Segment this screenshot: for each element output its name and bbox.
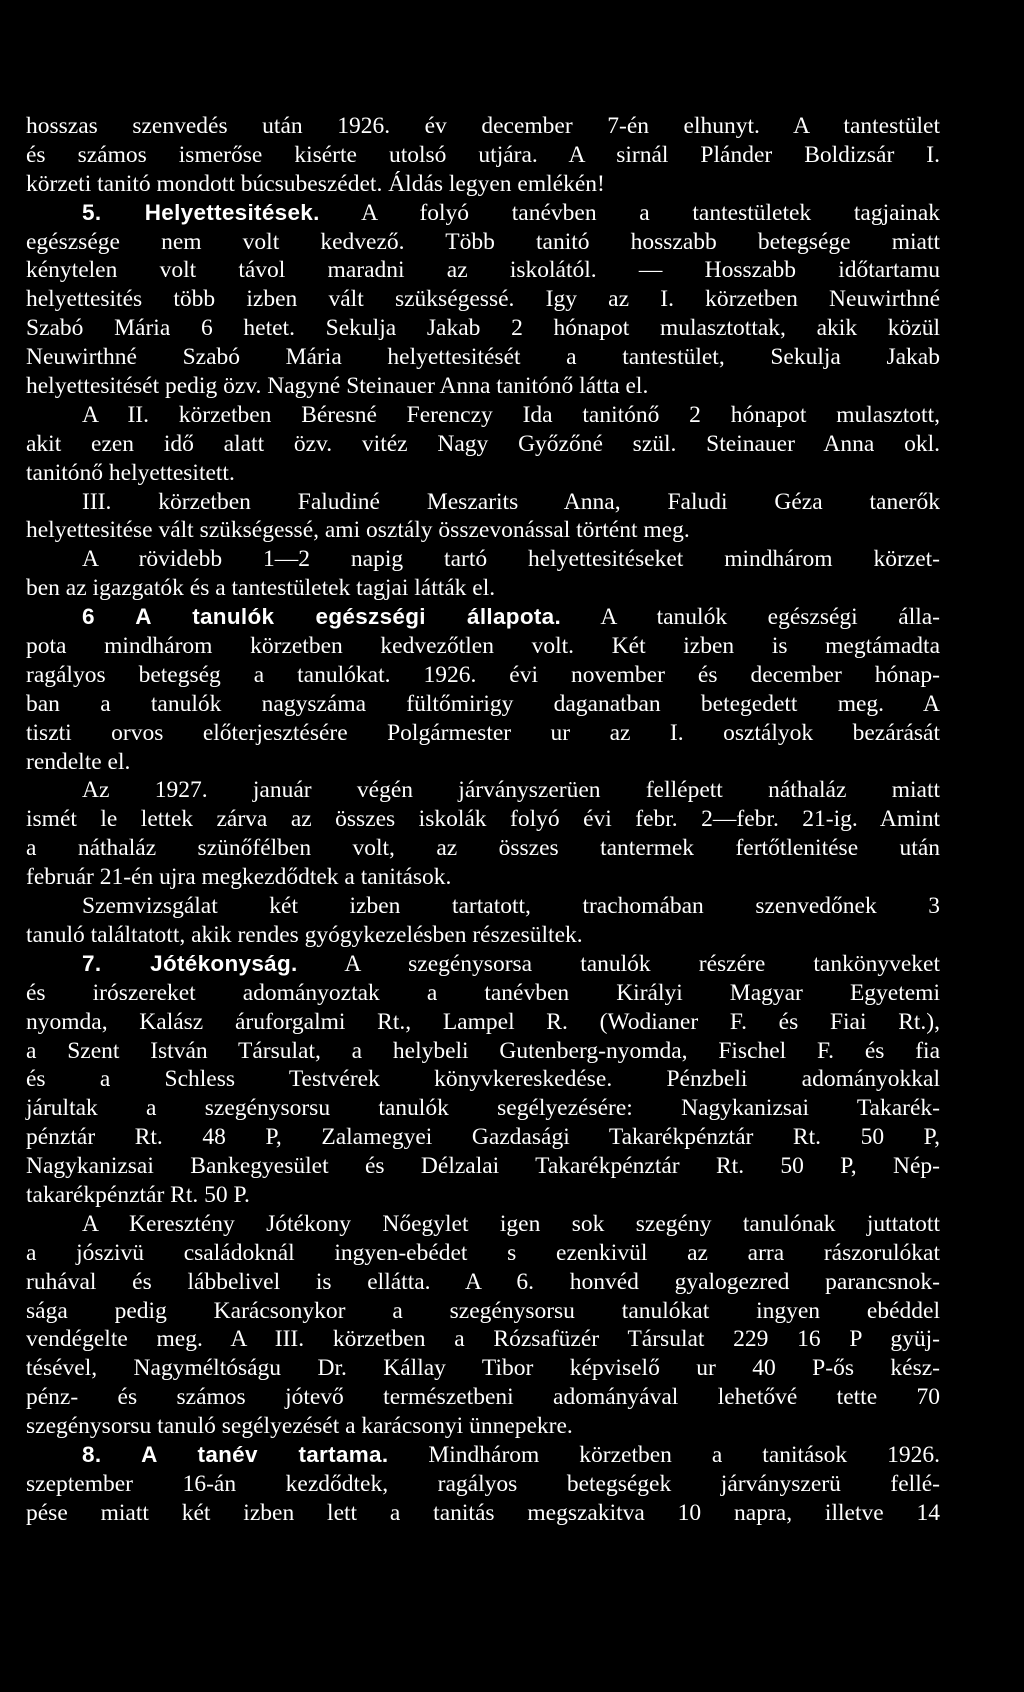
text-line	[26, 1037, 940, 1066]
text-line	[26, 1412, 940, 1441]
text-line	[26, 1123, 940, 1152]
line-text: pénz- és számos jótevő természetbeni adományával lehetővé tette 70	[26, 1384, 940, 1411]
line-text: rendelte el.	[26, 748, 131, 775]
text-line	[26, 603, 940, 632]
line-text: tanitónő helyettesitett.	[26, 459, 235, 486]
section-heading: 5. Helyettesitések.	[82, 199, 320, 225]
line-text: kénytelen volt távol maradni az iskolától. — Hosszabb időtartamu	[26, 257, 940, 284]
text-line	[26, 112, 940, 141]
text-line	[26, 545, 940, 574]
text-line	[26, 776, 940, 805]
text-line	[26, 343, 940, 372]
line-text: körzeti tanitó mondott búcsubeszédet. Áldás legyen emlékén!	[26, 170, 605, 197]
line-text: vendégelte meg. A III. körzetben a Rózsafüzér Társulat 229 16 P gyüj-	[26, 1326, 940, 1353]
text-line	[26, 256, 940, 285]
line-text: helyettesitése vált szükségessé, ami osztály összevonással történt meg.	[26, 517, 690, 544]
line-text: ruhával és lábbelivel is ellátta. A 6. honvéd gyalogezred parancsnok-	[26, 1268, 940, 1295]
text-line	[26, 921, 940, 950]
text-line	[26, 979, 940, 1008]
line-text: A II. körzetben Béresné Ferenczy Ida tanitónő 2 hónapot mulasztott,	[82, 401, 940, 428]
text-line	[26, 632, 940, 661]
section-heading: 6 A tanulók egészségi állapota.	[82, 604, 562, 630]
text-line	[26, 690, 940, 719]
text-line	[26, 1470, 940, 1499]
line-text: pénztár Rt. 48 P, Zalamegyei Gazdasági Takarékpénztár Rt. 50 P,	[26, 1124, 940, 1151]
text-line	[26, 199, 940, 228]
text-line	[26, 805, 940, 834]
line-text: és számos ismerőse kisérte utolsó utjára. A sirnál Plánder Boldizsár I.	[26, 141, 940, 168]
document-body	[26, 112, 940, 1528]
text-line	[26, 1354, 940, 1383]
line-text: és a Schless Testvérek könyvkereskedése. Pénzbeli adományokkal	[26, 1066, 940, 1093]
text-line	[26, 372, 940, 401]
text-line	[26, 488, 940, 517]
line-text: Mindhárom körzetben a tanitások 1926.	[388, 1441, 940, 1468]
section-heading: 8. A tanév tartama.	[82, 1441, 389, 1467]
line-text: és irószereket adományoztak a tanévben Királyi Magyar Egyetemi	[26, 979, 940, 1006]
line-text: helyettesitését pedig özv. Nagyné Steinauer Anna tanitónő látta el.	[26, 373, 649, 400]
line-text: a Szent István Társulat, a helybeli Gutenberg-nyomda, Fischel F. és fia	[26, 1037, 940, 1064]
line-text: szeptember 16-án kezdődtek, ragályos betegségek járványszerü fellé-	[26, 1470, 940, 1497]
line-text: egészsége nem volt kedvező. Több tanitó hosszabb betegsége miatt	[26, 228, 940, 255]
text-line	[26, 1499, 940, 1528]
line-text: sága pedig Karácsonykor a szegénysorsu tanulókat ingyen ebéddel	[26, 1297, 940, 1324]
line-text: Az 1927. január végén járványszerüen fellépett náthaláz miatt	[82, 777, 940, 804]
line-text: A folyó tanévben a tantestületek tagjainak	[319, 199, 940, 226]
text-line	[26, 1268, 940, 1297]
text-line	[26, 1181, 940, 1210]
text-line	[26, 228, 940, 257]
line-text: helyettesités több izben vált szükségessé. Igy az I. körzetben Neuwirthné	[26, 286, 940, 313]
section-heading: 7. Jótékonyság.	[82, 950, 298, 976]
line-text: Szabó Mária 6 hetet. Sekulja Jakab 2 hónapot mulasztottak, akik közül	[26, 315, 940, 342]
text-line	[26, 1383, 940, 1412]
text-line	[26, 1008, 940, 1037]
line-text: hosszas szenvedés után 1926. év december 7-én elhunyt. A tantestület	[26, 113, 940, 139]
line-text: ismét le lettek zárva az összes iskolák folyó évi febr. 2—febr. 21-ig. Amint	[26, 806, 940, 833]
line-text: A tanulók egészségi álla-	[561, 604, 941, 631]
line-text: Nagykanizsai Bankegyesület és Délzalai Takarékpénztár Rt. 50 P, Nép-	[26, 1153, 940, 1180]
text-line	[26, 950, 940, 979]
line-text: február 21-én ujra megkezdődtek a tanitások.	[26, 864, 452, 891]
line-text: ban a tanulók nagyszáma fültőmirigy daganatban betegedett meg. A	[26, 690, 940, 717]
line-text: ben az igazgatók és a tantestületek tagjai látták el.	[26, 575, 496, 602]
line-text: A szegénysorsa tanulók részére tankönyveket	[297, 950, 940, 977]
text-line	[26, 141, 940, 170]
text-line	[26, 1239, 940, 1268]
text-line	[26, 170, 940, 199]
text-line	[26, 285, 940, 314]
text-line	[26, 314, 940, 343]
line-text: Szemvizsgálat két izben tartatott, trachomában szenvedőnek 3	[82, 893, 940, 920]
line-text: pése miatt két izben lett a tanitás megszakitva 10 napra, illetve 14	[26, 1499, 940, 1526]
line-text: tésével, Nagyméltóságu Dr. Kállay Tibor képviselő ur 40 P-ős kész-	[26, 1355, 940, 1382]
line-text: tiszti orvos előterjesztésére Polgármester ur az I. osztályok bezárását	[26, 719, 940, 746]
line-text: a jószivü családoknál ingyen-ebédet s ezenkivül az arra rászorulókat	[26, 1239, 940, 1266]
line-text: nyomda, Kalász áruforgalmi Rt., Lampel R. (Wodianer F. és Fiai Rt.),	[26, 1008, 940, 1035]
text-line	[26, 1065, 940, 1094]
line-text: A rövidebb 1—2 napig tartó helyettesitéseket mindhárom körzet-	[82, 546, 940, 573]
line-text: járultak a szegénysorsu tanulók segélyezésére: Nagykanizsai Takarék-	[26, 1095, 940, 1122]
text-line	[26, 459, 940, 488]
text-line	[26, 1325, 940, 1354]
text-line	[26, 574, 940, 603]
line-text: A Keresztény Jótékony Nőegylet igen sok szegény tanulónak juttatott	[82, 1210, 940, 1237]
text-line	[26, 661, 940, 690]
line-text: takarékpénztár Rt. 50 P.	[26, 1181, 250, 1208]
line-text: Neuwirthné Szabó Mária helyettesitését a tantestület, Sekulja Jakab	[26, 344, 940, 371]
text-line	[26, 401, 940, 430]
text-line	[26, 863, 940, 892]
line-text: III. körzetben Faludiné Meszarits Anna, Faludi Géza tanerők	[82, 488, 940, 515]
text-line	[26, 1152, 940, 1181]
text-line	[26, 1297, 940, 1326]
text-line	[26, 892, 940, 921]
line-text: a náthaláz szünőfélben volt, az összes tantermek fertőtlenitése után	[26, 835, 940, 862]
text-line	[26, 748, 940, 777]
text-line	[26, 1094, 940, 1123]
text-line	[26, 1210, 940, 1239]
line-text: akit ezen idő alatt özv. vitéz Nagy Győzőné szül. Steinauer Anna okl.	[26, 430, 940, 457]
text-line	[26, 516, 940, 545]
line-text: pota mindhárom körzetben kedvezőtlen volt. Két izben is megtámadta	[26, 633, 940, 660]
line-text: szegénysorsu tanuló segélyezését a karácsonyi ünnepekre.	[26, 1413, 573, 1440]
text-line	[26, 719, 940, 748]
line-text: ragályos betegség a tanulókat. 1926. évi november és december hónap-	[26, 661, 940, 688]
text-line	[26, 430, 940, 459]
text-line	[26, 1441, 940, 1470]
text-line	[26, 834, 940, 863]
line-text: tanuló találtatott, akik rendes gyógykezelésben részesültek.	[26, 921, 583, 948]
